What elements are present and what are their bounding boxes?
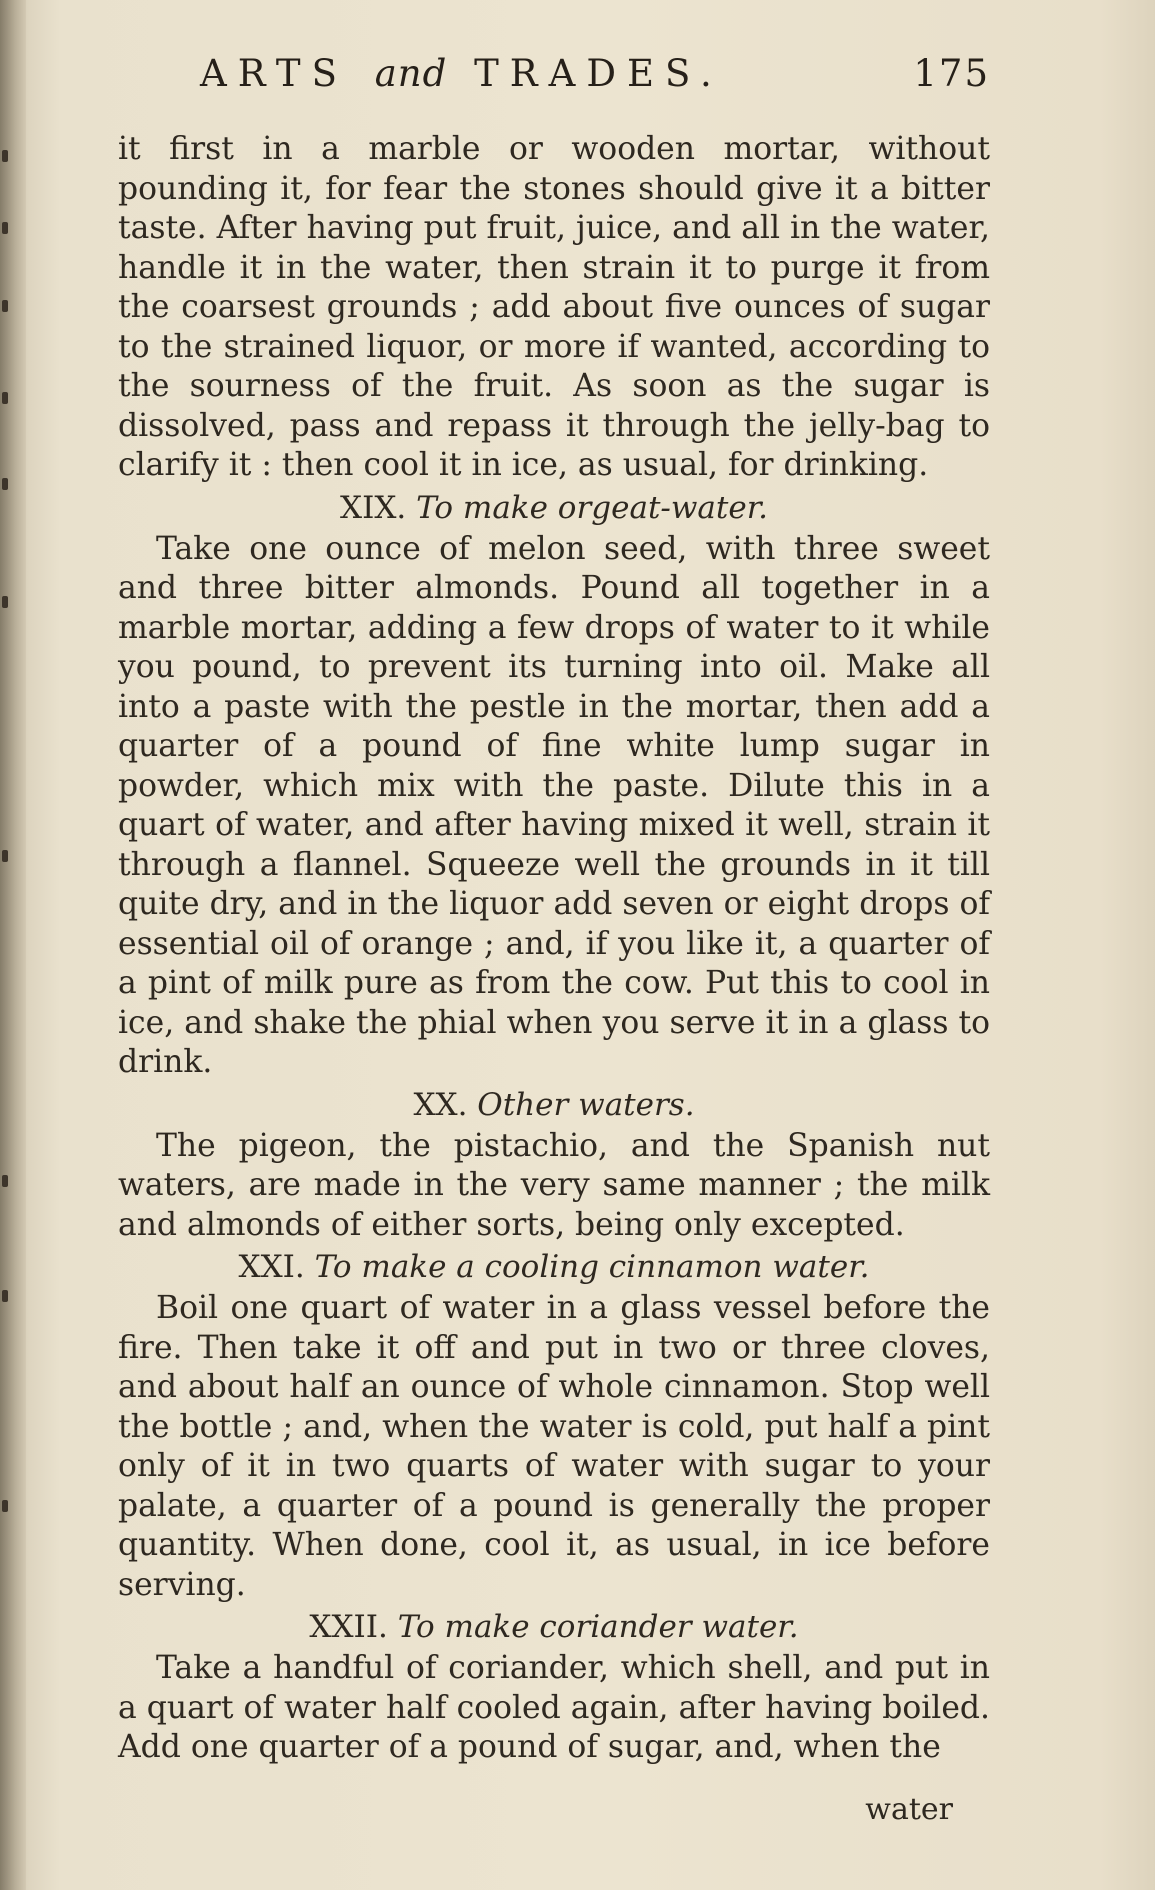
section-title: Other waters. — [477, 1086, 695, 1123]
running-title-arts: ARTS — [200, 52, 348, 95]
page-number: 175 — [913, 52, 990, 95]
section-heading-xix — [118, 489, 990, 528]
section-number: XXII. — [309, 1609, 388, 1645]
section-heading-xxii — [118, 1608, 990, 1647]
ink-bleed-mark — [2, 300, 8, 312]
running-title-trades: TRADES. — [474, 52, 723, 95]
ink-bleed-mark — [2, 478, 8, 490]
section-title: To make orgeat-water. — [416, 489, 768, 526]
running-header — [200, 52, 990, 102]
running-title — [200, 52, 723, 95]
ink-bleed-mark — [2, 1290, 8, 1302]
page-body — [118, 130, 990, 1768]
ink-bleed-mark — [2, 1175, 8, 1187]
section-number: XX. — [413, 1086, 468, 1123]
running-title-and: and — [374, 52, 448, 95]
section-title: To make coriander water. — [397, 1609, 799, 1645]
catchword: water — [865, 1792, 953, 1827]
ink-bleed-mark — [2, 596, 8, 608]
section-heading-xxi — [118, 1248, 990, 1287]
ink-bleed-mark — [2, 1500, 8, 1512]
ink-bleed-mark — [2, 392, 8, 404]
continued-paragraph: it first in a marble or wooden mortar, without pounding it, for fear the stones should give it a bitter taste. After having put fruit, juice, and all in the water, handle it in the water, then strain it to purge it from the coarsest grounds ; add about five ounces of sugar to the strained liquor, or more if wanted, according to the sourness of the fruit. As soon as the sugar is dissolved, pass and repass it through the jelly-bag to clarify it : then cool it in ice, as usual, for drinking. — [118, 131, 990, 483]
ink-bleed-mark — [2, 150, 8, 162]
ink-bleed-mark — [2, 850, 8, 862]
section-text-xix: Take one ounce of melon seed, with three sweet and three bitter almonds. Pound all together in a marble mortar, adding a few drops of water to it while you pound, to prevent its turning into oil. Make all into a paste with the pestle in the mortar, then add a quarter of a pound of fine white lump sugar in powder, which mix with the paste. Dilute this in a quart of water, and after having mixed it well, strain it through a flannel. Squeeze well the grounds in it till quite dry, and in the liquor add seven or eight drops of essential oil of orange ; and, if you like it, a quarter of a pint of milk pure as from the cow. Put this to cool in ice, and shake the phial when you serve it in a glass to drink. — [118, 530, 990, 1080]
section-number: XIX. — [340, 489, 407, 526]
page-gutter — [0, 0, 26, 1890]
section-number: XXI. — [238, 1249, 305, 1285]
ink-bleed-mark — [2, 222, 8, 234]
section-heading-xx — [118, 1086, 990, 1125]
section-title: To make a cooling cinnamon water. — [314, 1249, 870, 1285]
section-text-xxii: Take a handful of coriander, which shell, and put in a quart of water half cooled again, after having boiled. Add one quarter of a pound of sugar, and, when the — [118, 1650, 990, 1765]
section-text-xx: The pigeon, the pistachio, and the Spanish nut waters, are made in the very same manner ; the milk and almonds of either sorts, being only excepted. — [118, 1127, 990, 1243]
section-text-xxi: Boil one quart of water in a glass vessel before the fire. Then take it off and put in two or three cloves, and about half an ounce of whole cinnamon. Stop well the bottle ; and, when the water is cold, put half a pint only of it in two quarts of water with sugar to your palate, a quarter of a pound is generally the proper quantity. When done, cool it, as usual, in ice before serving. — [118, 1290, 990, 1603]
